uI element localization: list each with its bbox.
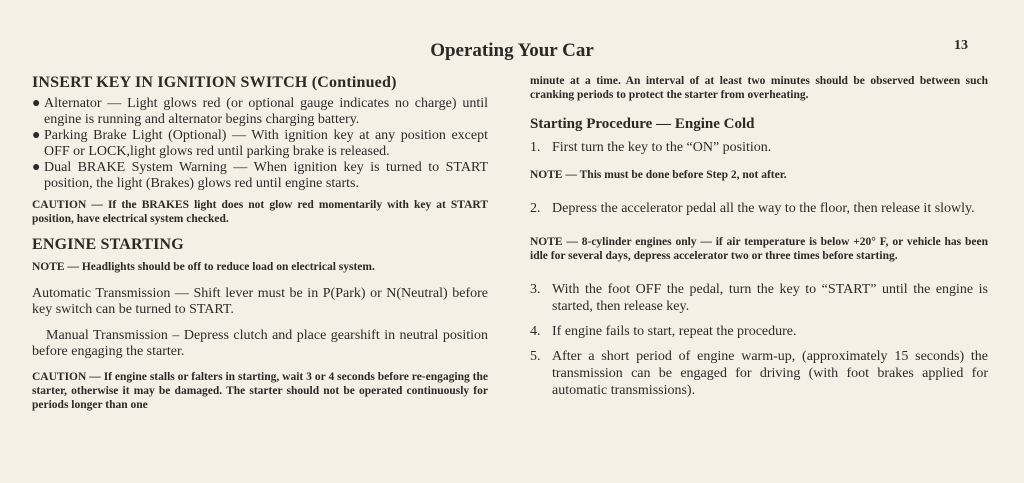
bullet-parking-brake [32, 128, 488, 160]
note-8-cylinder: NOTE — 8-cylinder engines only — if air temperature is below +20° F, or vehicle has been idle for several days, depress accelerator two or three times before starting. [530, 236, 988, 262]
right-column [530, 74, 988, 399]
bullet-dot-icon: ● [32, 96, 41, 111]
step-3-number: 3. [530, 282, 541, 297]
bullet-dot-icon: ● [32, 128, 41, 143]
subheading-starting-procedure: Starting Procedure — Engine Cold [530, 116, 755, 132]
caution-stalls: CAUTION — If engine stalls or falters in starting, wait 3 or 4 seconds before re-engaging the starter, otherwise it may be damaged. The starter should not be operated continuously for periods longer than one [32, 371, 488, 411]
automatic-transmission-text: Automatic Transmission — Shift lever must be in P(Park) or N(Neutral) before key switch can be turned to START. [32, 286, 488, 317]
caution-continued: minute at a time. An interval of at least two minutes should be observed between such cranking periods to protect the starter from overheating. [530, 75, 988, 101]
bullet-dual-brake-text: Dual BRAKE System Warning — When ignition key is turned to START position, the light (Brakes) glows red until engine starts. [44, 160, 488, 191]
step-3-text: With the foot OFF the pedal, turn the key to “START” until the engine is started, then release key. [552, 282, 988, 314]
step-1-text: First turn the key to the “ON” position. [552, 140, 772, 155]
step-5-number: 5. [530, 349, 541, 364]
manual-transmission-text: Manual Transmission – Depress clutch and place gearshift in neutral position before engaging the starter. [32, 328, 488, 359]
step-2 [530, 200, 988, 217]
note-step-2: NOTE — This must be done before Step 2, not after. [530, 169, 787, 181]
step-1-number: 1. [530, 140, 541, 155]
page-number: 13 [954, 38, 968, 53]
section-title-engine-starting: ENGINE STARTING [32, 236, 184, 253]
step-5 [530, 348, 988, 399]
section-title-insert-key: INSERT KEY IN IGNITION SWITCH (Continued) [32, 74, 397, 91]
step-5-text: After a short period of engine warm-up, (approximately 15 seconds) the transmission can be engaged for driving (with foot brakes applied for automatic transmissions). [552, 349, 988, 398]
left-column [32, 74, 488, 412]
note-headlights: NOTE — Headlights should be off to reduce load on electrical system. [32, 261, 375, 273]
bullet-alternator [32, 96, 488, 128]
bullet-dual-brake [32, 160, 488, 192]
step-4-text: If engine fails to start, repeat the procedure. [552, 324, 797, 339]
step-3 [530, 281, 988, 315]
caution-brakes: CAUTION — If the BRAKES light does not glow red momentarily with key at START position, have electrical system checked. [32, 199, 488, 225]
step-2-number: 2. [530, 201, 541, 216]
bullet-dot-icon: ● [32, 160, 41, 175]
bullet-parking-brake-text: Parking Brake Light (Optional) — With ignition key at any position except OFF or LOCK,light glows red until parking brake is released. [44, 128, 488, 159]
step-4-number: 4. [530, 324, 541, 339]
page-title: Operating Your Car [430, 40, 594, 61]
step-1 [530, 139, 988, 156]
step-2-text: Depress the accelerator pedal all the way to the floor, then release it slowly. [552, 201, 975, 216]
bullet-alternator-text: Alternator — Light glows red (or optional gauge indicates no charge) until engine is running and alternator begins charging battery. [44, 96, 488, 127]
step-4 [530, 323, 988, 340]
